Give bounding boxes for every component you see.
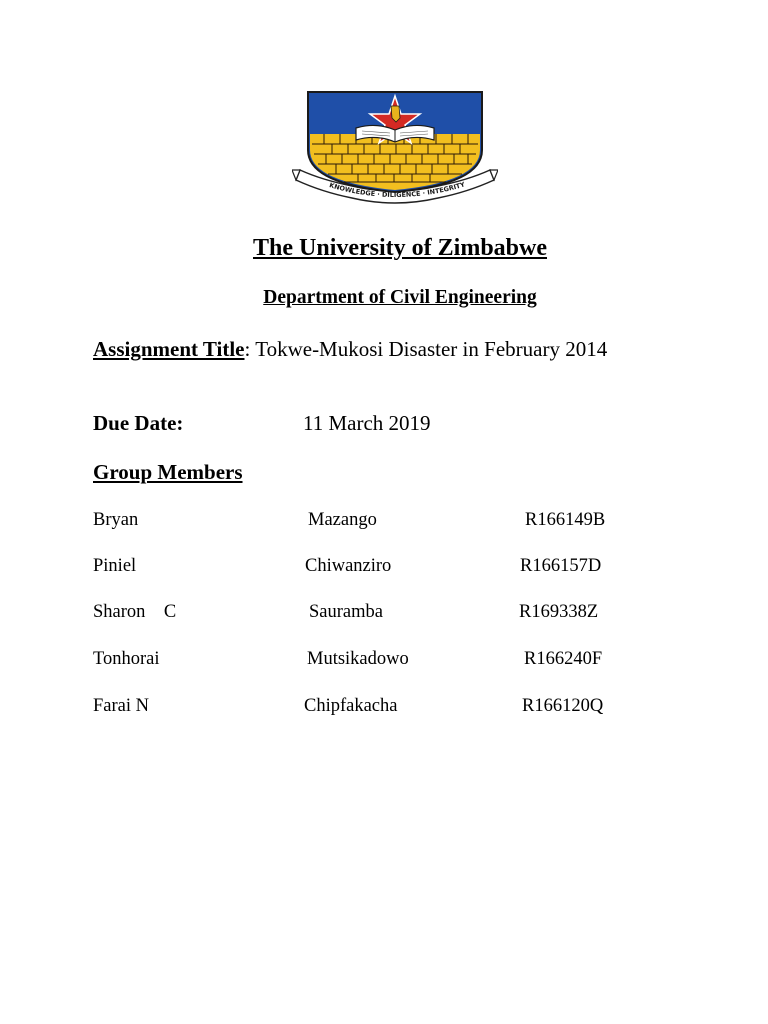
member-last-name: Chiwanziro	[305, 556, 392, 576]
due-date-label: Due Date:	[93, 411, 184, 435]
assignment-title-value: Tokwe-Mukosi Disaster in February 2014	[255, 337, 608, 361]
motto-text: KNOWLEDGE · DILIGENCE · INTEGRITY	[328, 180, 466, 200]
due-date-value: 11 March 2019	[303, 411, 431, 435]
member-id: R166240F	[524, 649, 603, 669]
member-id: R169338Z	[519, 602, 599, 622]
member-first-name: Piniel	[93, 556, 137, 576]
member-first-name: Tonhorai	[93, 649, 160, 669]
assignment-line	[93, 337, 633, 362]
member-first-name: Sharon C	[93, 602, 177, 622]
member-id: R166157D	[520, 556, 602, 576]
assignment-title-label: Assignment Title	[93, 337, 245, 361]
member-first-name: Farai N	[93, 696, 149, 716]
university-crest-logo	[292, 88, 498, 208]
member-first-name: Bryan	[93, 510, 139, 530]
university-title: The University of Zimbabwe	[253, 235, 547, 261]
group-members-heading: Group Members	[93, 460, 243, 484]
member-last-name: Mutsikadowo	[307, 649, 409, 669]
member-last-name: Chipfakacha	[304, 696, 398, 716]
member-id: R166120Q	[522, 696, 604, 716]
crest-graphic	[292, 88, 498, 208]
member-last-name: Mazango	[308, 510, 377, 530]
member-id: R166149B	[525, 510, 606, 530]
assignment-separator: :	[244, 337, 256, 361]
member-last-name: Sauramba	[309, 602, 383, 622]
department-title: Department of Civil Engineering	[263, 287, 537, 308]
